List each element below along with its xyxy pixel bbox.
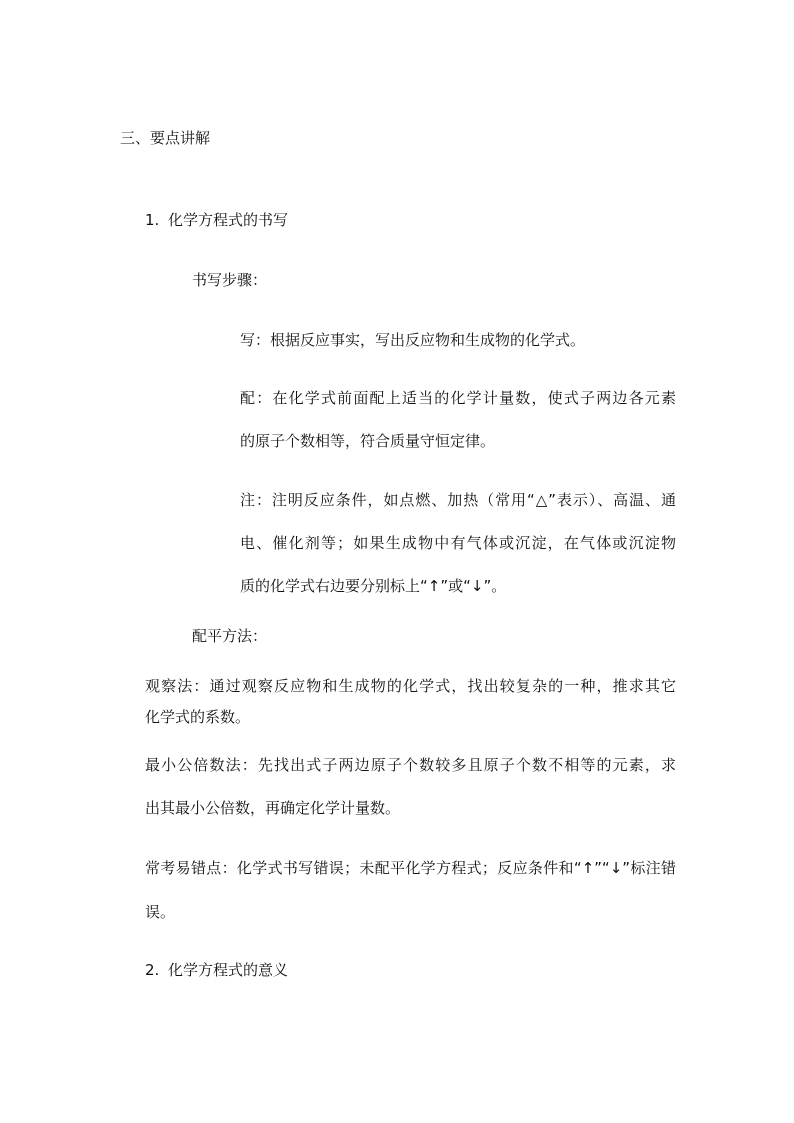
mistakes-line2: 误。 <box>145 903 176 921</box>
method-label: 配平方法： <box>192 627 268 645</box>
topic1-number: 1. <box>145 211 160 229</box>
step-note-line1: 注：注明反应条件，如点燃、加热（常用“△”表示）、高温、通 <box>240 491 676 509</box>
topic2-number: 2. <box>145 961 160 979</box>
step-note-line3: 质的化学式右边要分别标上“↑”或“↓”。 <box>240 577 507 595</box>
mistakes-line1: 常考易错点：化学式书写错误；未配平化学方程式；反应条件和“↑”“↓”标注错 <box>145 859 676 877</box>
method-lcm-line1: 最小公倍数法：先找出式子两边原子个数较多且原子个数不相等的元素，求 <box>145 756 676 774</box>
method-lcm-line2: 出其最小公倍数，再确定化学计量数。 <box>145 799 401 817</box>
section-heading: 三、要点讲解 <box>120 129 211 147</box>
topic2-title: 化学方程式的意义 <box>168 961 289 979</box>
step-balance-line2: 的原子个数相等，符合质量守恒定律。 <box>240 432 496 450</box>
step-note-line2: 电、催化剂等；如果生成物中有气体或沉淀，在气体或沉淀物 <box>240 534 676 552</box>
step-write: 写：根据反应事实，写出反应物和生成物的化学式。 <box>240 331 586 349</box>
method-observe-line1: 观察法：通过观察反应物和生成物的化学式，找出较复杂的一种，推求其它 <box>145 677 676 695</box>
steps-label: 书写步骤： <box>192 271 268 289</box>
topic1-title: 化学方程式的书写 <box>168 211 289 229</box>
method-observe-line2: 化学式的系数。 <box>145 708 251 726</box>
step-balance-line1: 配：在化学式前面配上适当的化学计量数，使式子两边各元素 <box>240 389 676 407</box>
